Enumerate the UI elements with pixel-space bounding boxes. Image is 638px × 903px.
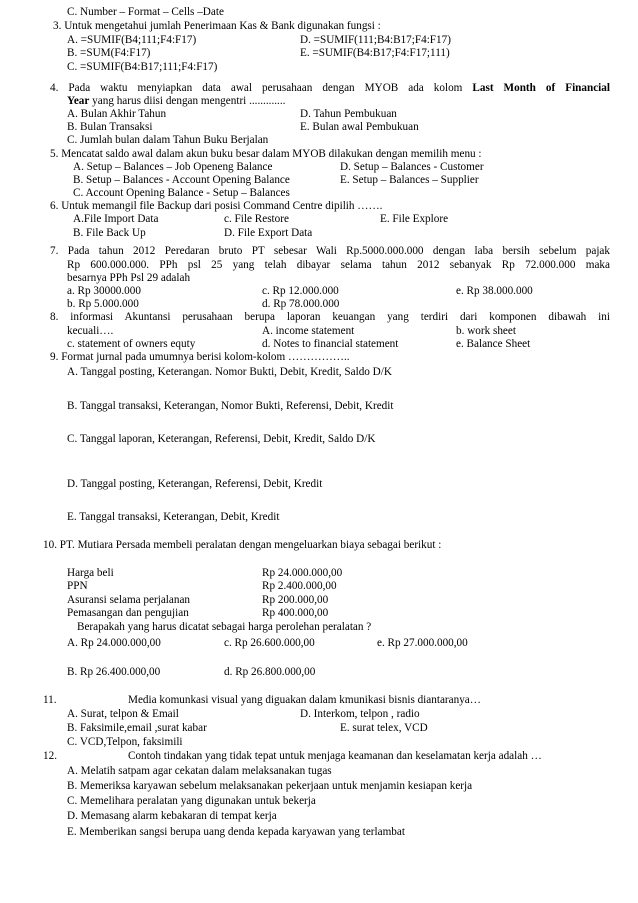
line-text: c. Rp 26.600.000,00 (224, 637, 315, 649)
text-line (67, 272, 190, 285)
line-text: Rp 2.400.000,00 (262, 580, 337, 592)
text-line (67, 47, 150, 60)
line-text: C. Jumlah bulan dalam Tahun Buku Berjalan (67, 134, 269, 146)
line-text: d. Rp 26.800.000,00 (224, 666, 316, 678)
text-line (50, 82, 610, 95)
text-line (128, 694, 481, 707)
line-text: e. Rp 38.000.000 (456, 285, 533, 297)
line-text: c. Rp 12.000.000 (262, 285, 339, 297)
text-line (73, 174, 290, 187)
line-text: B. Faksimile,email ,surat kabar (67, 722, 207, 734)
line-text: a. Rp 30000.000 (67, 285, 141, 297)
line-text: D. Interkom, telpon , radio (300, 708, 420, 720)
text-line (67, 366, 392, 379)
text-line (67, 6, 224, 19)
line-text: D. Memasang alarm kebakaran di tempat kerja (67, 810, 277, 822)
line-text: E. Tanggal transaksi, Keterangan, Debit, Kredit (67, 511, 280, 523)
text-line (43, 694, 57, 707)
text-line (67, 780, 472, 793)
text-line (456, 285, 533, 298)
line-text: C. Account Opening Balance - Setup – Balances (73, 187, 290, 199)
text-line (67, 708, 179, 721)
line-text: Berapakah yang harus dicatat sebagai harga perolehan peralatan ? (77, 621, 372, 633)
text-line (224, 213, 289, 226)
line-text: A. =SUMIF(B4;111;F4:F17) (67, 34, 197, 46)
line-rest-text: yang harus diisi dengan mengentri ............. (89, 95, 286, 107)
line-text: B. Bulan Transaksi (67, 121, 153, 133)
line-text: Rp 600.000.000. PPh psl 25 yang telah dibayar selama tahun 2012 sebanyak Rp 72.000.000 maka (67, 259, 610, 271)
text-line (67, 338, 195, 351)
text-line (224, 666, 315, 679)
text-line (67, 433, 375, 446)
line-text: 10. PT. Mutiara Persada membeli peralatan dengan mengeluarkan biaya sebagai berikut : (43, 539, 442, 551)
line-text: Harga beli (67, 567, 114, 579)
line-text: d. Rp 78.000.000 (262, 298, 340, 310)
line-text: B. Tanggal transaksi, Keterangan, Nomor Bukti, Referensi, Debit, Kredit (67, 400, 394, 412)
text-line (340, 174, 479, 187)
line-text: 4. Pada waktu menyiapkan data awal perusahaan dengan MYOB ada kolom (50, 82, 473, 94)
line-text: 6. Untuk memangil file Backup dari posisi Command Centre dipilih ……. (50, 200, 383, 212)
line-text: besarnya PPh Psl 29 adalah (67, 272, 191, 284)
text-line (300, 34, 451, 47)
line-text: Rp 400.000,00 (262, 607, 329, 619)
line-text: D. Tanggal posting, Keterangan, Referensi, Debit, Kredit (67, 478, 323, 490)
text-line (67, 666, 160, 679)
line-text: C. Tanggal laporan, Keterangan, Referensi, Debit, Kredit, Saldo D/K (67, 433, 376, 445)
line-text: 12. (43, 750, 57, 762)
line-text: E. =SUMIF(B4:B17;F4:F17;111) (300, 47, 450, 59)
text-line (67, 810, 277, 823)
line-text: Media komunkasi visual yang diguakan dalam kmunikasi bisnis diantaranya… (128, 694, 481, 706)
text-line (380, 213, 448, 226)
line-text: Contoh tindakan yang tidak tepat untuk menjaga keamanan dan keselamatan kerja adalah … (128, 750, 542, 762)
text-line (262, 298, 339, 311)
line-text: d. Notes to financial statement (262, 338, 399, 350)
text-line (340, 161, 484, 174)
text-line (67, 478, 322, 491)
text-line (67, 736, 183, 749)
line-text: b. work sheet (456, 325, 516, 337)
text-line (43, 539, 441, 552)
line-text: b. Rp 5.000.000 (67, 298, 139, 310)
line-text: D. =SUMIF(111;B4:B17;F4:F17) (300, 34, 451, 46)
text-line (262, 338, 398, 351)
text-line (67, 259, 610, 272)
line-text: B. Memeriksa karyawan sebelum melaksanakan pekerjaan untuk menjamin kesiapan kerja (67, 780, 473, 792)
text-line (262, 580, 337, 593)
text-line (224, 227, 312, 240)
text-line (67, 95, 285, 108)
text-line (67, 285, 141, 298)
text-line (300, 47, 450, 60)
line-text: C. VCD,Telpon, faksimili (67, 736, 183, 748)
line-text: e. Rp 27.000.000,00 (377, 637, 468, 649)
text-line (43, 750, 57, 763)
text-line (67, 594, 190, 607)
text-line (300, 708, 420, 721)
text-line (262, 567, 342, 580)
line-text: E. Setup – Balances – Supplier (340, 174, 479, 186)
line-text: C. Number – Format – Cells –Date (67, 6, 224, 18)
text-line (67, 826, 405, 839)
line-text: PPN (67, 580, 88, 592)
line-text: Rp 200.000,00 (262, 594, 329, 606)
text-line (53, 20, 381, 33)
line-text: A.File Import Data (73, 213, 159, 225)
text-line (300, 121, 419, 134)
text-line (50, 351, 350, 364)
line-text: E. Memberikan sangsi berupa uang denda kepada karyawan yang terlambat (67, 826, 405, 838)
line-text: A. Melatih satpam agar cekatan dalam melaksanakan tugas (67, 765, 332, 777)
text-line (67, 121, 152, 134)
text-line (67, 795, 316, 808)
text-line (50, 311, 610, 324)
line-text: 11. (43, 694, 57, 706)
line-text: D. File Export Data (224, 227, 313, 239)
line-text: E. surat telex, VCD (340, 722, 428, 734)
text-line (67, 34, 196, 47)
line-text: Pemasangan dan pengujian (67, 607, 189, 619)
line-text: D. Tahun Pembukuan (300, 108, 397, 120)
text-line (77, 621, 371, 634)
text-line (67, 580, 88, 593)
line-text: 7. Pada tahun 2012 Peredaran bruto PT sebesar Wali Rp.5000.000.000 dengan laba bersih sebelum pajak (50, 245, 610, 257)
text-line (73, 227, 146, 240)
line-text: C. =SUMIF(B4:B17;111;F4:F17) (67, 61, 218, 73)
text-line (67, 108, 166, 121)
line-text: A. Tanggal posting, Keterangan. Nomor Bukti, Debit, Kredit, Saldo D/K (67, 366, 392, 378)
line-text: C. Memelihara peralatan yang digunakan untuk bekerja (67, 795, 316, 807)
text-line (50, 148, 482, 161)
line-text: kecuali…. (67, 325, 114, 337)
text-line (262, 607, 328, 620)
line-text: B. File Back Up (73, 227, 146, 239)
line-text: A. Rp 24.000.000,00 (67, 637, 161, 649)
text-line (50, 245, 610, 258)
text-line (73, 187, 290, 200)
text-line (67, 637, 161, 650)
text-line (73, 213, 158, 226)
text-line (340, 722, 428, 735)
text-line (73, 161, 272, 174)
line-text: A. Setup – Balances – Job Openeng Balance (73, 161, 273, 173)
text-line (67, 567, 114, 580)
text-line (377, 637, 468, 650)
text-line (67, 134, 268, 147)
text-line (456, 325, 516, 338)
text-line (67, 298, 139, 311)
text-line (67, 61, 217, 74)
text-line (262, 594, 328, 607)
line-text: c. File Restore (224, 213, 289, 225)
text-line (262, 325, 354, 338)
text-line (50, 200, 382, 213)
line-text: A. Bulan Akhir Tahun (67, 108, 167, 120)
text-line (67, 400, 393, 413)
line-text: B. Rp 26.400.000,00 (67, 666, 161, 678)
text-line (224, 637, 315, 650)
line-text: A. income statement (262, 325, 355, 337)
line-text: 5. Mencatat saldo awal dalam akun buku besar dalam MYOB dilakukan dengan memilih menu : (50, 148, 482, 160)
text-line (67, 325, 113, 338)
text-line (67, 765, 332, 778)
line-text: e. Balance Sheet (456, 338, 531, 350)
text-line (262, 285, 339, 298)
line-text: B. =SUM(F4:F17) (67, 47, 151, 59)
text-line (67, 511, 279, 524)
line-text: c. statement of owners equty (67, 338, 196, 350)
line-bold-text: Year (67, 95, 90, 107)
line-text: 3. Untuk mengetahui jumlah Penerimaan Kas & Bank digunakan fungsi : (53, 20, 381, 32)
text-line (67, 607, 189, 620)
text-line (67, 722, 207, 735)
line-bold-text: Last Month of Financial (472, 82, 610, 94)
line-text: 8. informasi Akuntansi perusahaan berupa laporan keuangan yang terdiri dari komponen dibawah ini (50, 311, 610, 323)
text-line (128, 750, 542, 763)
line-text: Asuransi selama perjalanan (67, 594, 191, 606)
line-text: A. Surat, telpon & Email (67, 708, 179, 720)
line-text: B. Setup – Balances - Account Opening Balance (73, 174, 290, 186)
line-text: D. Setup – Balances - Customer (340, 161, 484, 173)
text-line (456, 338, 530, 351)
text-line (300, 108, 397, 121)
line-text: E. Bulan awal Pembukuan (300, 121, 419, 133)
line-text: 9. Format jurnal pada umumnya berisi kolom-kolom …………….. (50, 351, 350, 363)
line-text: E. File Explore (380, 213, 449, 225)
line-text: Rp 24.000.000,00 (262, 567, 343, 579)
